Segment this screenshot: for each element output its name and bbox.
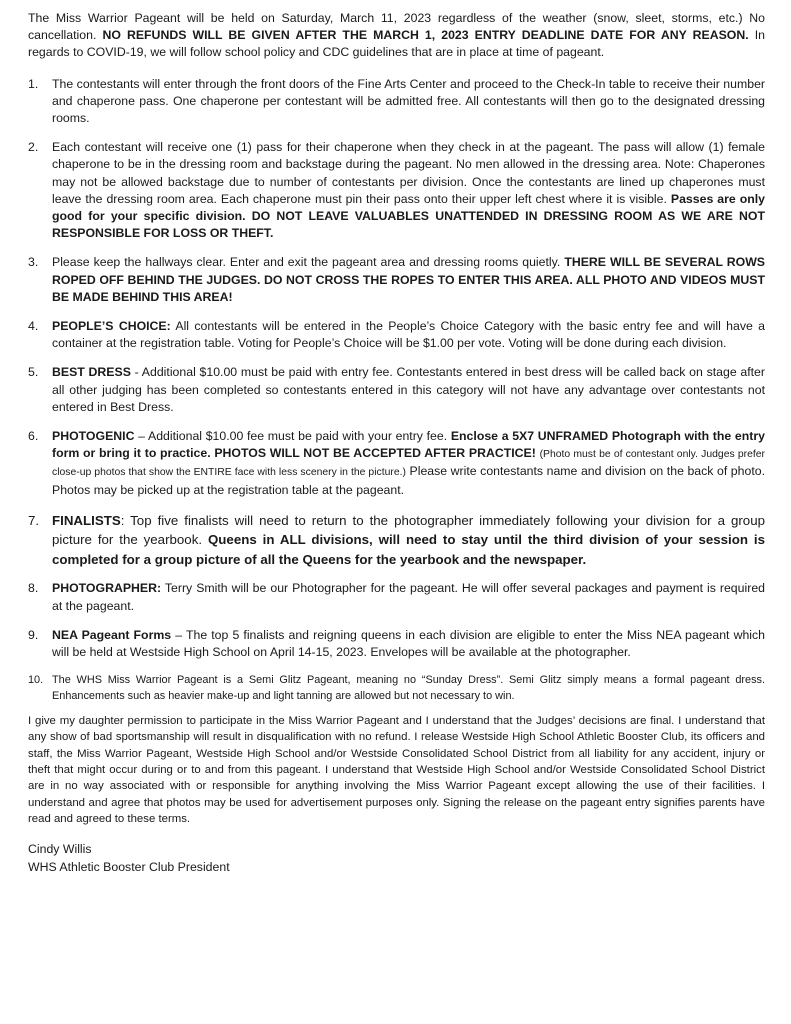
rule-heading: BEST DRESS [52,365,131,380]
rule-text: Terry Smith will be our Photographer for the pageant. He will offer several packages and payment is required at the pageant. [52,581,765,613]
intro-paragraph [28,10,765,62]
rule-number: 4. [28,319,39,334]
rule-bold-text: Passes are only good for your specific division. DO NOT LEAVE VALUABLES UNATTENDED IN DRESSING ROOM AS WE ARE NOT RESPONSIBLE FOR LOSS OR THEFT. [52,191,765,241]
rule-small-note: (Photo must be of contestant only. Judges prefer close-up photos that show the ENTIRE face with less scenery in the picture.) [52,449,765,479]
rule-text: Please keep the hallways clear. Enter and exit the pageant area and dressing rooms quietly. [52,255,561,270]
rule-item-10 [28,673,765,704]
rule-bold-text: THERE WILL BE SEVERAL ROWS ROPED OFF BEHIND THE JUDGES. DO NOT CROSS THE ROPES TO ENTER THIS AREA. ALL PHOTO AND VIDEOS MUST BE MADE BEHIND THIS AREA! [52,255,766,304]
rule-heading: FINALISTS [52,512,121,528]
rule-item-2 [28,139,765,242]
rule-item-9 [28,627,765,661]
signature-block [28,841,765,876]
rule-text: : Top five finalists will need to return to the photographer immediately following your division for a group picture for the yearbook. [52,512,765,548]
rule-number: 5. [28,365,39,380]
rule-number: 7. [28,512,40,528]
rule-item-5 [28,364,765,416]
intro-text-2: In regards to COVID-19, we will follow school policy and CDC guidelines that are in place at time of pageant. [28,28,766,60]
rule-item-3 [28,254,765,306]
intro-refund-notice: NO REFUNDS WILL BE GIVEN AFTER THE MARCH 1, 2023 ENTRY DEADLINE DATE FOR ANY REASON. [102,28,749,43]
release-paragraph: I give my daughter permission to participate in the Miss Warrior Pageant and I understand that the Judges’ decisions are final. I understand that any show of bad sportsmanship will result in disqualification with no refund. I release Westside High School Athletic Booster Club, its officers and staff, the Miss Warrior Pageant, Westside High School and/or Westside Consolidated School District from all liability for any accident, injury or theft that might occur during or to and from this pageant. I understand that Westside High School and/or Westside Consolidated School District are in no way associated with or responsible for anything involving the Miss Warrior Pageant except allowing the use of their facilities. I understand and agree that photos may be used for advertisement purposes only. Signing the release on the pageant entry signifies parents have read and agreed to these terms. [28,715,765,825]
rule-heading: PEOPLE’S CHOICE: [52,319,171,334]
signature-title: WHS Athletic Booster Club President [28,859,230,874]
intro-text-1: The Miss Warrior Pageant will be held on Saturday, March 11, 2023 regardless of the weather (snow, sleet, storms, etc.) No cancellation. [28,11,765,43]
rule-number: 9. [28,627,39,642]
rule-item-8 [28,580,765,614]
rule-number: 3. [28,255,39,270]
rule-text: The contestants will enter through the front doors of the Fine Arts Center and proceed to the Check-In table to receive their number and chaperone pass. One chaperone per contestant will be admitted free. All contestants will then go to the designated dressing rooms. [52,76,765,126]
rule-text-2: Please write contestants name and division on the back of photo. Photos may be picked up at the registration table at the pageant. [52,464,765,497]
rules-list [28,76,765,705]
rule-heading: PHOTOGENIC [52,429,135,444]
rule-bold-text: Queens in ALL divisions, will need to stay until the third division of your session is completed for a group picture of all the Queens for the yearbook and the newspaper. [52,532,765,567]
rule-bold-text: Enclose a 5X7 UNFRAMED Photograph with the entry form or bring it to practice. PHOTOS WILL NOT BE ACCEPTED AFTER PRACTICE! [52,429,765,461]
rule-text: - Additional $10.00 must be paid with entry fee. Contestants entered in best dress will be called back on stage after all other judging has been completed so contestants entered in this category will not have any advantage over contestants not entered in Best Dress. [52,365,765,414]
rule-heading: NEA Pageant Forms [52,627,172,642]
rule-item-7 [28,511,765,570]
rule-number: 10. [28,674,44,687]
rule-number: 6. [28,429,39,444]
rule-text: The WHS Miss Warrior Pageant is a Semi Glitz Pageant, meaning no “Sunday Dress”. Semi Glitz simply means a formal pageant dress. Enhancements such as heavier make-up and light tanning are allowed but not necessary to win. [52,674,765,702]
rule-number: 8. [28,581,39,596]
rule-text: Each contestant will receive one (1) pass for their chaperone when they check in at the pageant. The pass will allow (1) female chaperone to be in the dressing room and backstage during the pageant. No men allowed in the dressing area. Note: Chaperones may not be allowed backstage due to number of contestants per division. Once the contestants are lined up chaperones must leave the dressing room area. Each chaperone must pin their pass onto their upper left chest where it is visible. [52,140,765,206]
signature-name: Cindy Willis [28,842,92,857]
rule-number: 2. [28,140,39,155]
rule-text: All contestants will be entered in the People’s Choice Category with the basic entry fee and will have a container at the registration table. Voting for People’s Choice will be $1.00 per vote. Voting will be done during each division. [52,319,765,351]
rule-item-4 [28,318,765,352]
rule-heading: PHOTOGRAPHER: [52,581,162,596]
rule-item-1 [28,76,765,128]
rule-text: – The top 5 finalists and reigning queens in each division are eligible to enter the Miss NEA pageant which will be held at Westside High School on April 14-15, 2023. Envelopes will be available at the photographer. [52,627,766,659]
rule-number: 1. [28,76,39,91]
rule-item-6 [28,428,765,499]
rule-text: – Additional $10.00 fee must be paid with your entry fee. [138,429,448,444]
